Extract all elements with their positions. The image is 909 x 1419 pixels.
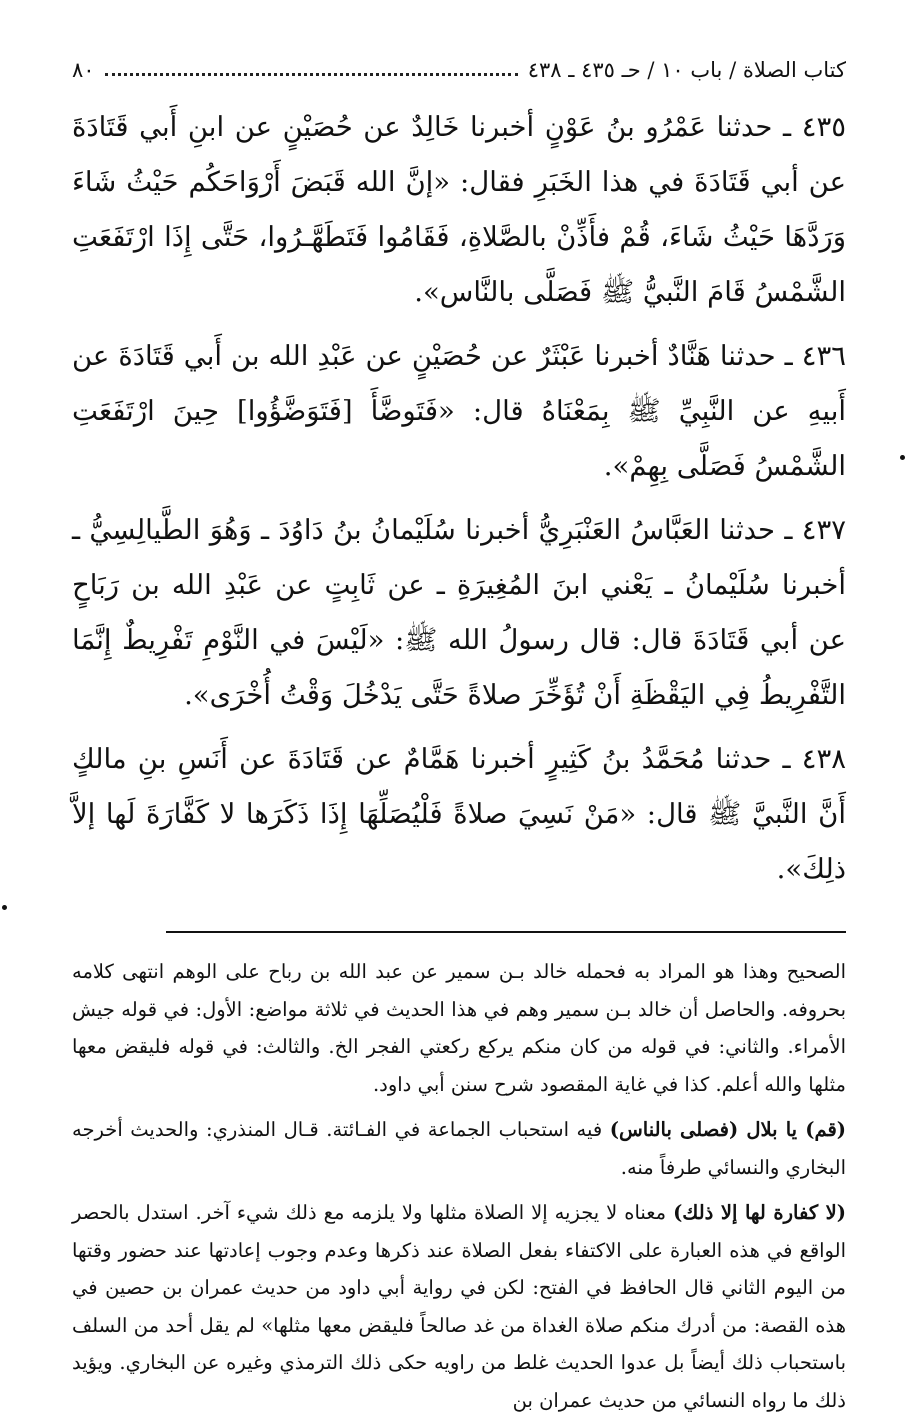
hadith-435: ٤٣٥ ـ حدثنا عَمْرُو بنُ عَوْنٍ أخبرنا خَالِدٌ عن حُصَيْنٍ عن ابنِ أَبي قَتَادَةَ عن أبي قَتَادَةَ في هذا الخَبَرِ فقال: «إنَّ الله قَبَضَ أَرْوَاحَكُم حَيْثُ شَاءَ وَرَدَّهَا حَيْثُ شَاءَ، قُمْ فأَذِّنْ بالصَّلاةِ، فَقَامُوا فَتَطَهَّـرُوا، حَتَّى إِذَا ارْتَفَعَتِ الشَّمْسُ قَامَ النَّبيُّ ﷺ فَصَلَّى بالنَّاس». (72, 111, 846, 308)
commentary-2-text: فيه استحباب الجماعة في الفـائتة. قـال المنذري: والحديث أخرجه البخاري والنسائي طرفاً منه. (72, 1118, 846, 1179)
running-header (72, 50, 846, 90)
margin-dot (900, 455, 905, 460)
page-number: ٨٠ (72, 58, 95, 82)
header-title: كتاب الصلاة / باب ١٠ / حـ ٤٣٥ ـ ٤٣٨ (527, 58, 846, 82)
hadith-text (72, 100, 846, 897)
commentary-paragraph-3 (72, 1194, 846, 1419)
hadith-437: ٤٣٧ ـ حدثنا العَبَّاسُ العَنْبَرِيُّ أخبرنا سُلَيْمانُ بنُ دَاوُدَ ـ وَهُوَ الطَّيالِسِيُّ ـ أخبرنا سُلَيْمانُ ـ يَعْني ابنَ المُغِيرَةِ ـ عن ثَابِتٍ عن عَبْدِ الله بن رَبَاحٍ عن أبي قَتَادَةَ قال: قال رسولُ الله ﷺ: «لَيْسَ في النَّوْمِ تَفْرِيطٌ إِنَّمَا التَّفْرِيطُ فِي اليَقْظَةِ أَنْ تُؤَخِّرَ صلاةً حَتَّى يَدْخُلَ وَقْتُ أُخْرَى». (72, 514, 846, 711)
commentary-paragraph-2 (72, 1111, 846, 1186)
header-dotted-leader (105, 73, 518, 76)
commentary-2-heading: (قم) يا بلال (فصلى بالناس) (609, 1118, 846, 1141)
commentary-paragraph-1 (72, 953, 846, 1103)
footnote-divider (166, 931, 846, 933)
book-page (72, 50, 846, 1419)
hadith-438: ٤٣٨ ـ حدثنا مُحَمَّدُ بنُ كَثِيرٍ أخبرنا هَمَّامٌ عن قَتَادَةَ عن أَنَسِ بنِ مالكٍ أَنَّ النَّبيَّ ﷺ قال: «مَنْ نَسِيَ صلاةً فَلْيُصَلِّهَا إِذَا ذَكَرَها لا كَفَّارَةَ لَها إلاَّ ذلِكَ». (72, 743, 846, 885)
commentary-3-text: معناه لا يجزيه إلا الصلاة مثلها ولا يلزمه مع ذلك شيء آخر. استدل بالحصر الواقع في هذه العبارة على الاكتفاء بفعل الصلاة عند ذكرها وعدم وجوب إعادتها عند حضور وقتها من اليوم الثاني قال الحافظ في الفتح: لكن في رواية أبي داود من حديث عمران بن حصين في هذه القصة: من أدرك منكم صلاة الغداة من غد صالحاً فليقض معها مثلها» لم يقل أحد من السلف باستحباب ذلك أيضاً بل عدوا الحديث غلط من راويه حكى ذلك الترمذي وغيره عن البخاري. ويؤيد ذلك ما رواه النسائي من حديث عمران بن (72, 1201, 846, 1412)
commentary (72, 953, 846, 1419)
margin-dot (2, 905, 7, 910)
commentary-1-text: الصحيح وهذا هو المراد به فحمله خالد بـن سمير عن عبد الله بن رباح على الوهم انتهى كلامه بحروفه. والحاصل أن خالد بـن سمير وهم في هذا الحديث في ثلاثة مواضع: الأول: في قوله جيش الأمراء. والثاني: في قوله من كان منكم يركع ركعتي الفجر الخ. والثالث: في قوله فليقض معها مثلها والله أعلم. كذا في غاية المقصود شرح سنن أبي داود. (72, 960, 847, 1096)
commentary-3-heading: (لا كفارة لها إلا ذلك) (673, 1201, 846, 1224)
hadith-436: ٤٣٦ ـ حدثنا هَنَّادٌ أخبرنا عَبْثَرٌ عن حُصَيْنٍ عن عَبْدِ الله بن أَبي قَتَادَةَ عن أَبيهِ عن النَّبِيِّ ﷺ بِمَعْنَاهُ قال: «فَتَوضَّأَ [فَتَوَضَّؤُوا] حِينَ ارْتَفَعَتِ الشَّمْسُ فَصَلَّى بِهِمْ». (72, 340, 846, 482)
